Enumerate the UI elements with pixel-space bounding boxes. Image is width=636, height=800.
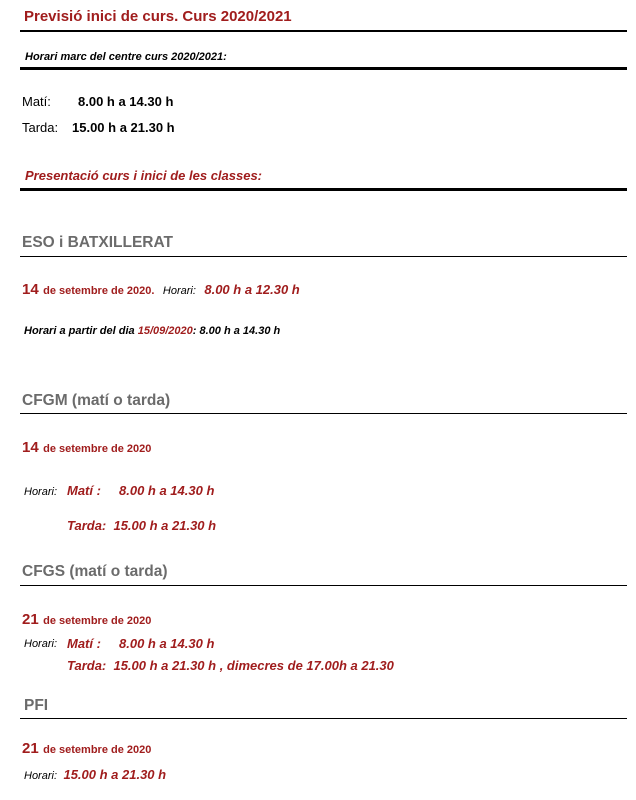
cfgm-tarda-line: Tarda: 15.00 h a 21.30 h: [67, 518, 217, 533]
cfgs-date: [22, 611, 151, 629]
pfi-heading: PFI: [24, 697, 49, 714]
frame-mati-hours: 8.00 h a 14.30 h: [78, 94, 174, 109]
pfi-date-rest: de setembre de 2020: [43, 744, 152, 756]
cfgs-tarda-line: Tarda: 15.00 h a 21.30 h , dimecres de 17.00h a 21.30: [67, 658, 394, 673]
presentation-label: Presentació curs i inici de les classes:: [25, 168, 263, 183]
eso-date: [22, 281, 300, 299]
cfgm-day: 14: [22, 439, 39, 456]
cfgm-horari-label: Horari:: [24, 486, 58, 498]
cfgs-divider: [20, 585, 627, 586]
pfi-horari-hours: 15.00 h a 21.30 h: [63, 767, 167, 782]
frame-tarda-label: Tarda:: [22, 120, 59, 135]
eso-day: 14: [22, 281, 39, 298]
eso-from-date: 15/09/2020: [137, 325, 193, 337]
frame-tarda-hours: 15.00 h a 21.30 h: [72, 120, 175, 135]
page-title: Previsió inici de curs. Curs 2020/2021: [24, 8, 292, 25]
cfgs-heading: CFGS (matí o tarda): [22, 563, 168, 580]
cfgm-mati-line: Matí : 8.00 h a 14.30 h: [67, 483, 215, 498]
cfgs-mati-line: Matí : 8.00 h a 14.30 h: [67, 636, 215, 651]
eso-horari-label: Horari:: [162, 285, 196, 297]
eso-from-hours: : 8.00 h a 14.30 h: [192, 325, 281, 337]
eso-date-rest: de setembre de 2020.: [43, 285, 155, 297]
eso-heading: ESO i BATXILLERAT: [22, 234, 173, 251]
cfgs-day: 21: [22, 611, 39, 628]
cfgs-horari-label: Horari:: [24, 638, 58, 650]
eso-divider: [20, 256, 627, 257]
frame-mati-label: Matí:: [22, 94, 51, 109]
eso-from-line: [24, 325, 280, 337]
frame-label: Horari marc del centre curs 2020/2021:: [25, 51, 227, 63]
pfi-horari-line: [24, 766, 166, 784]
cfgs-date-rest: de setembre de 2020: [43, 615, 152, 627]
pfi-divider: [20, 718, 627, 719]
cfgm-date-rest: de setembre de 2020: [43, 443, 152, 455]
pfi-date: [22, 740, 151, 758]
pfi-horari-label: Horari:: [24, 770, 58, 782]
frame-divider: [20, 67, 627, 70]
eso-horari-hours: 8.00 h a 12.30 h: [204, 282, 300, 297]
eso-from-text: Horari a partir del dia: [24, 325, 135, 337]
cfgm-date: [22, 439, 151, 457]
pfi-day: 21: [22, 740, 39, 757]
cfgm-heading: CFGM (matí o tarda): [22, 392, 171, 409]
cfgm-divider: [20, 413, 627, 414]
presentation-divider: [20, 188, 627, 191]
title-divider: [20, 30, 627, 32]
